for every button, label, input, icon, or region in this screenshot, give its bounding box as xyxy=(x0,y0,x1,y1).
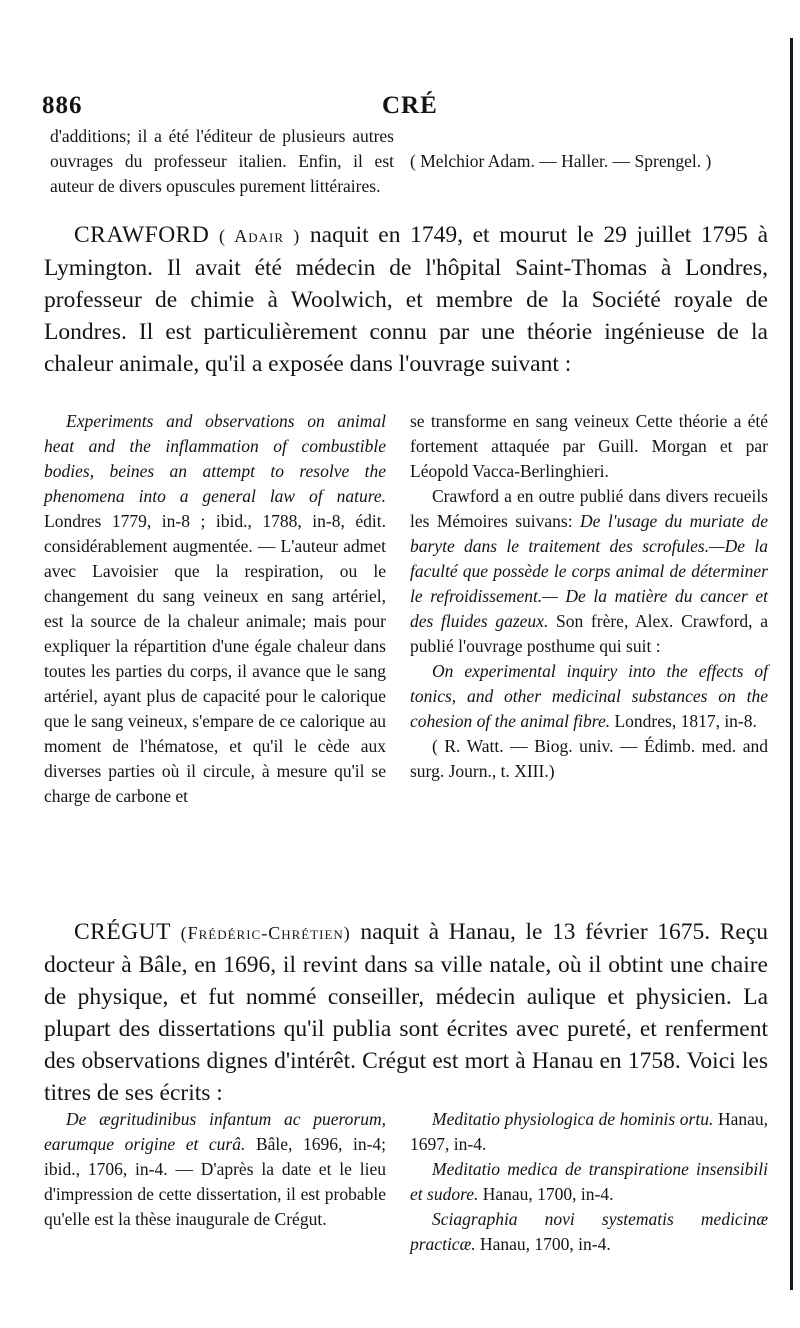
crawford-memoirs-intro: Crawford a en outre publié dans divers recueils les Mémoires suivans: xyxy=(410,486,768,531)
posthumous-work-title: On experimental inquiry into the effects of tonics, and other medicinal substances on the cohesion of the animal fibre. xyxy=(410,661,768,731)
crawford-body: naquit en 1749, et mourut le 29 juillet 1795 à Lymington. Il avait été médecin de l'hôpital Saint-Thomas à Londres, professeur de chimie à Woolwich, et membre de la Société royale de Londres. Il est particulièrement connu par une théorie ingénieuse de la chaleur animale, qu'il a exposée dans l'ouvrage suivant : xyxy=(44,222,769,377)
cregut-work2-title: Meditatio medica de transpiratione insensibili et sudore. xyxy=(410,1159,768,1204)
cregut-body: naquit à Hanau, le 13 février 1675. Reçu docteur à Bâle, en 1696, il revint dans sa ville natale, où il obtint une chaire de physique, et fut nommé conseiller, médecin aulique et physicien. La plupart des dissertations qu'il publia sont écrites avec pureté, et renferment des observations dignes d'intérêt. Crégut est mort à Hanau en 1758. Voici les titres de ses écrits : xyxy=(44,919,768,1106)
running-head: CRÉ xyxy=(382,92,438,119)
posthumous-work-details: Londres, 1817, in-8. xyxy=(614,711,757,731)
crawford-left-column xyxy=(44,409,386,809)
cregut-left-column xyxy=(44,1107,386,1232)
continued-text: d'additions; il a été l'éditeur de plusieurs autres ouvrages du professeur italien. Enfin, il est auteur de divers opuscules purement littéraires. xyxy=(50,126,394,196)
crawford-sources: ( R. Watt. — Biog. univ. — Édimb. med. and surg. Journ., t. XIII.) xyxy=(410,736,768,781)
cregut-work-title: De ægritudinibus infantum ac puerorum, earumque origine et curâ. xyxy=(44,1109,386,1154)
crawford-headword: CRAWFORD xyxy=(74,222,210,248)
cregut-right-column xyxy=(410,1107,768,1257)
page-number: 886 xyxy=(42,92,83,119)
crawford-work-details: Londres 1779, in-8 ; ibid., 1788, in-8, édit. considérablement augmentée. — L'auteur admet avec Lavoisier que la respiration, ou le changement du sang veineux en sang artériel, est la source de la chaleur animale; mais pour expliquer la répartition d'une égale chaleur dans toutes les parties du corps, il avance que le sang artériel, ayant plus de capacité pour le calorique que le sang veineux, s'empare de ce calorique au moment de l'hématose, et qu'il le cède aux diverses parties où il circule, à mesure qu'il se charge de carbone et xyxy=(44,511,386,806)
top-right-column xyxy=(410,149,768,174)
cregut-article xyxy=(44,916,768,1109)
crawford-work-title: Experiments and observations on animal heat and the inflammation of combustible bodies, beines an attempt to resolve the phenomena into a general law of nature. xyxy=(44,411,386,506)
page-header xyxy=(42,92,742,122)
cregut-work1-details: Hanau, 1697, in-4. xyxy=(410,1109,768,1154)
crawford-theory-paragraph: se transforme en sang veineux Cette théorie a été fortement attaquée par Guill. Morgan et par Léopold Vacca-Berlinghieri. xyxy=(410,411,768,481)
cregut-work1-title: Meditatio physiologica de hominis ortu. xyxy=(432,1109,714,1129)
crawford-article xyxy=(44,219,768,380)
crawford-brother-note: Son frère, Alex. Crawford, a publié l'ouvrage posthume qui suit : xyxy=(410,611,768,656)
crawford-forename: ( Adair ) xyxy=(218,226,301,246)
crawford-memoirs-titles: De l'usage du muriate de baryte dans le traitement des scrofules.—De la faculté que possède le corps animal de déterminer le refroidissement.— De la matière du cancer et des fluides gazeux. xyxy=(410,511,769,631)
cregut-forename: (Frédéric-Chrétien) xyxy=(180,923,351,943)
cregut-work3-details: Hanau, 1700, in-4. xyxy=(480,1234,611,1254)
top-left-column xyxy=(50,124,394,199)
cregut-work3-title: Sciagraphia novi systematis medicinæ practicæ. xyxy=(410,1209,768,1254)
cregut-work2-details: Hanau, 1700, in-4. xyxy=(482,1184,614,1204)
page-edge-rule xyxy=(790,38,793,1290)
crawford-right-column xyxy=(410,409,768,784)
cregut-headword: CRÉGUT xyxy=(74,919,171,945)
source-citation: ( Melchior Adam. — Haller. — Sprengel. ) xyxy=(410,151,712,171)
cregut-work-details: Bâle, 1696, in-4; ibid., 1706, in-4. — D'après la date et le lieu d'impression de cette dissertation, il est probable qu'elle est la thèse inaugurale de Crégut. xyxy=(44,1134,387,1229)
